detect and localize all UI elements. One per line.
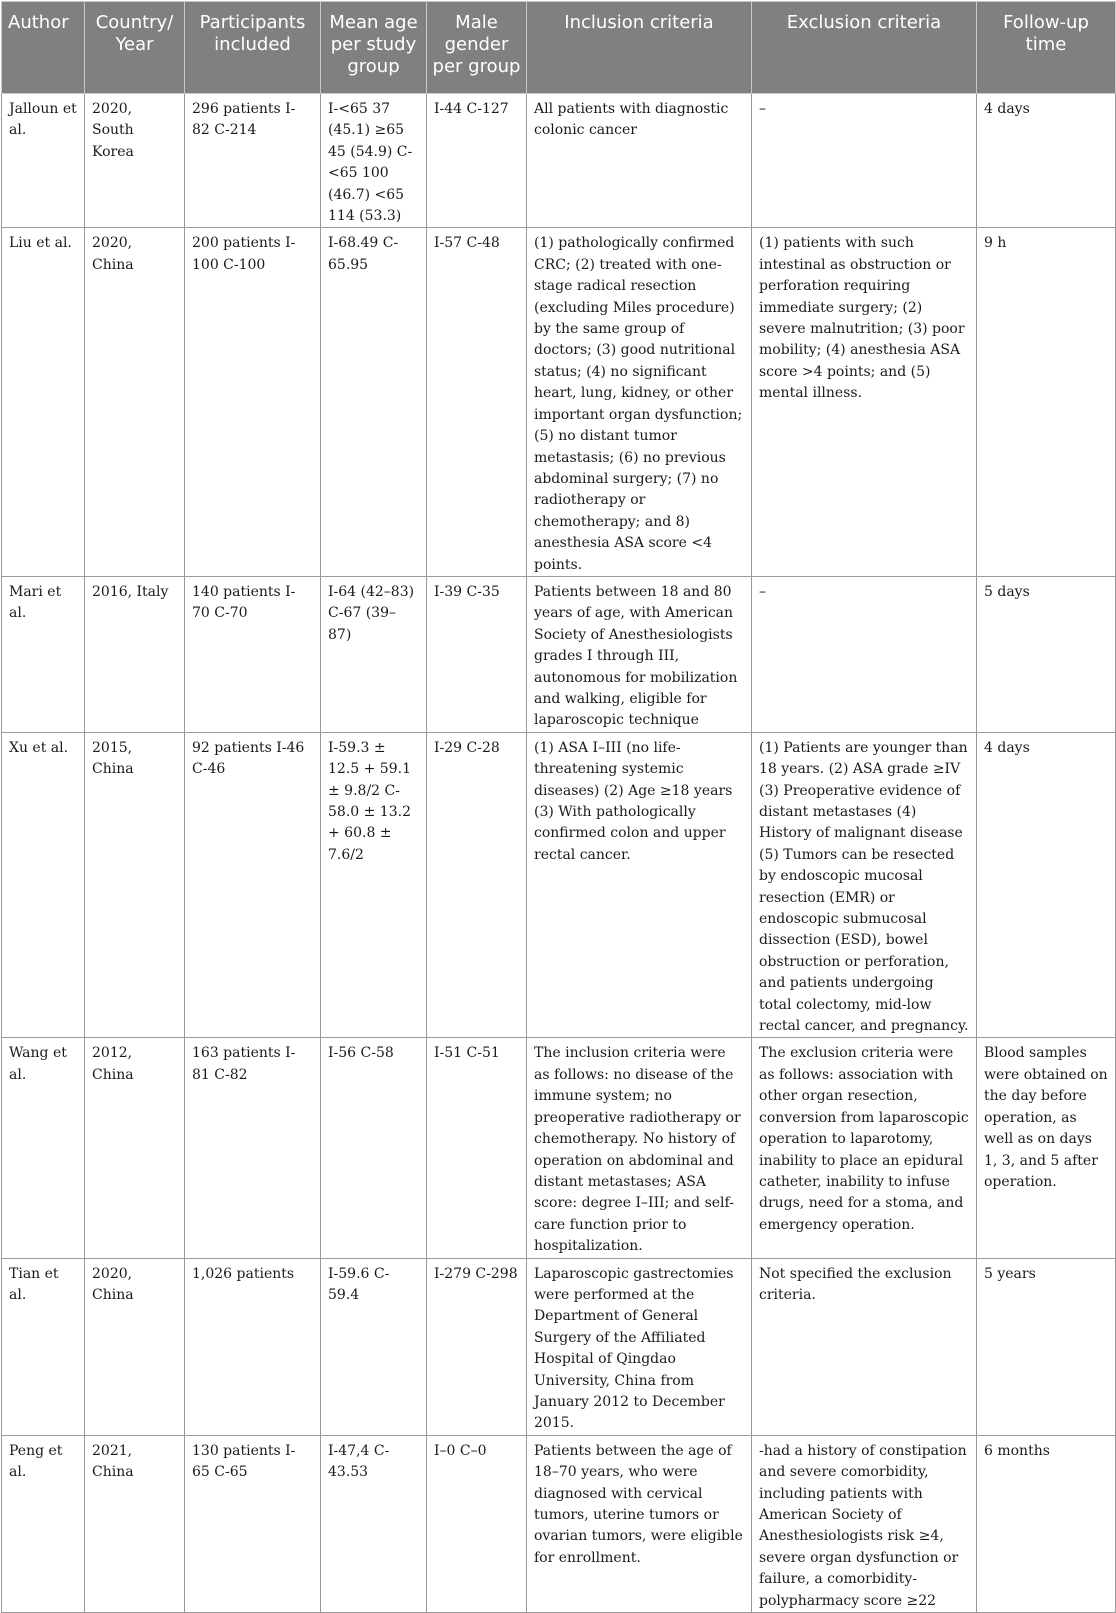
cell-followup: 5 years [977,1258,1116,1435]
cell-inclusion: (1) pathologically confirmed CRC; (2) treated with one-stage radical resection (excluding Miles procedure) by the same group of doctors; (3) good nutritional status; (4) no significant heart, lung, kidney, or other important organ dysfunction; (5) no distant tumor metastasis; (6) no previous abdominal surgery; (7) no radiotherapy or chemotherapy; and 8) anesthesia ASA score <4 points. [527,228,752,577]
header-inclusion: Inclusion criteria [527,2,752,94]
cell-participants: 140 patients I-70 C-70 [185,576,321,732]
header-author: Author [2,2,85,94]
cell-mean-age: I-68.49 C-65.95 [321,228,427,577]
cell-author: Tian et al. [2,1258,85,1435]
cell-participants: 92 patients I-46 C-46 [185,732,321,1038]
table-row [2,228,1116,577]
cell-mean-age: I-59.3 ± 12.5 + 59.1 ± 9.8/2 C-58.0 ± 13.2 + 60.8 ± 7.6/2 [321,732,427,1038]
header-country-year: Country/ Year [85,2,185,94]
header-row [2,2,1116,94]
table-row [2,576,1116,732]
cell-author: Xu et al. [2,732,85,1038]
cell-country-year: 2020, China [85,1258,185,1435]
cell-male-gender: I-51 C-51 [427,1038,527,1258]
cell-country-year: 2020, South Korea [85,94,185,228]
table-row [2,1258,1116,1435]
cell-author: Wang et al. [2,1038,85,1258]
cell-participants: 1,026 patients [185,1258,321,1435]
cell-exclusion: – [752,576,977,732]
studies-table [1,1,1116,1613]
table-row [2,732,1116,1038]
header-mean-age: Mean age per study group [321,2,427,94]
cell-exclusion: – [752,94,977,228]
cell-inclusion: Laparoscopic gastrectomies were performed at the Department of General Surgery of the Affiliated Hospital of Qingdao University, China from January 2012 to December 2015. [527,1258,752,1435]
cell-participants: 130 patients I-65 C-65 [185,1435,321,1612]
cell-male-gender: I-57 C-48 [427,228,527,577]
cell-participants: 296 patients I-82 C-214 [185,94,321,228]
cell-mean-age: I-<65 37 (45.1) ≥65 45 (54.9) C-<65 100 (46.7) <65 114 (53.3) [321,94,427,228]
cell-participants: 200 patients I-100 C-100 [185,228,321,577]
cell-country-year: 2020, China [85,228,185,577]
cell-inclusion: (1) ASA I–III (no life-threatening systemic diseases) (2) Age ≥18 years (3) With pathologically confirmed colon and upper rectal cancer. [527,732,752,1038]
cell-followup: 4 days [977,94,1116,228]
header-followup: Follow-up time [977,2,1116,94]
table-row [2,1435,1116,1612]
cell-inclusion: Patients between the age of 18–70 years, who were diagnosed with cervical tumors, uterine tumors or ovarian tumors, were eligible for enrollment. [527,1435,752,1612]
cell-male-gender: I–0 C–0 [427,1435,527,1612]
cell-exclusion: The exclusion criteria were as follows: association with other organ resection, conversion from laparoscopic operation to laparotomy, inability to place an epidural catheter, inability to infuse drugs, need for a stoma, and emergency operation. [752,1038,977,1258]
cell-followup: Blood samples were obtained on the day before operation, as well as on days 1, 3, and 5 after operation. [977,1038,1116,1258]
cell-mean-age: I-56 C-58 [321,1038,427,1258]
cell-exclusion: (1) Patients are younger than 18 years. (2) ASA grade ≥IV (3) Preoperative evidence of distant metastases (4) History of malignant disease (5) Tumors can be resected by endoscopic mucosal resection (EMR) or endoscopic submucosal dissection (ESD), bowel obstruction or perforation, and patients undergoing total colectomy, mid-low rectal cancer, and pregnancy. [752,732,977,1038]
cell-country-year: 2012, China [85,1038,185,1258]
cell-mean-age: I-47,4 C-43.53 [321,1435,427,1612]
cell-country-year: 2016, Italy [85,576,185,732]
cell-exclusion: -had a history of constipation and severe comorbidity, including patients with American Society of Anesthesiologists risk ≥4, severe organ dysfunction or failure, a comorbidity-polypharmacy score ≥22 [752,1435,977,1612]
cell-male-gender: I-279 C-298 [427,1258,527,1435]
cell-male-gender: I-29 C-28 [427,732,527,1038]
table-row [2,1038,1116,1258]
cell-inclusion: Patients between 18 and 80 years of age, with American Society of Anesthesiologists grades I through III, autonomous for mobilization and walking, eligible for laparoscopic technique [527,576,752,732]
cell-country-year: 2015, China [85,732,185,1038]
cell-inclusion: The inclusion criteria were as follows: no disease of the immune system; no preoperative radiotherapy or chemotherapy. No history of operation on abdominal and distant metastases; ASA score: degree I–III; and self-care function prior to hospitalization. [527,1038,752,1258]
cell-mean-age: I-64 (42–83) C-67 (39–87) [321,576,427,732]
cell-author: Liu et al. [2,228,85,577]
header-exclusion: Exclusion criteria [752,2,977,94]
header-participants: Participants included [185,2,321,94]
cell-participants: 163 patients I-81 C-82 [185,1038,321,1258]
cell-author: Jalloun et al. [2,94,85,228]
cell-followup: 4 days [977,732,1116,1038]
cell-followup: 5 days [977,576,1116,732]
cell-mean-age: I-59.6 C-59.4 [321,1258,427,1435]
cell-author: Peng et al. [2,1435,85,1612]
cell-male-gender: I-39 C-35 [427,576,527,732]
cell-male-gender: I-44 C-127 [427,94,527,228]
cell-inclusion: All patients with diagnostic colonic cancer [527,94,752,228]
cell-exclusion: (1) patients with such intestinal as obstruction or perforation requiring immediate surgery; (2) severe malnutrition; (3) poor mobility; (4) anesthesia ASA score >4 points; and (5) mental illness. [752,228,977,577]
cell-followup: 6 months [977,1435,1116,1612]
table-row [2,94,1116,228]
cell-country-year: 2021, China [85,1435,185,1612]
cell-followup: 9 h [977,228,1116,577]
cell-author: Mari et al. [2,576,85,732]
cell-exclusion: Not specified the exclusion criteria. [752,1258,977,1435]
header-male-gender: Male gender per group [427,2,527,94]
